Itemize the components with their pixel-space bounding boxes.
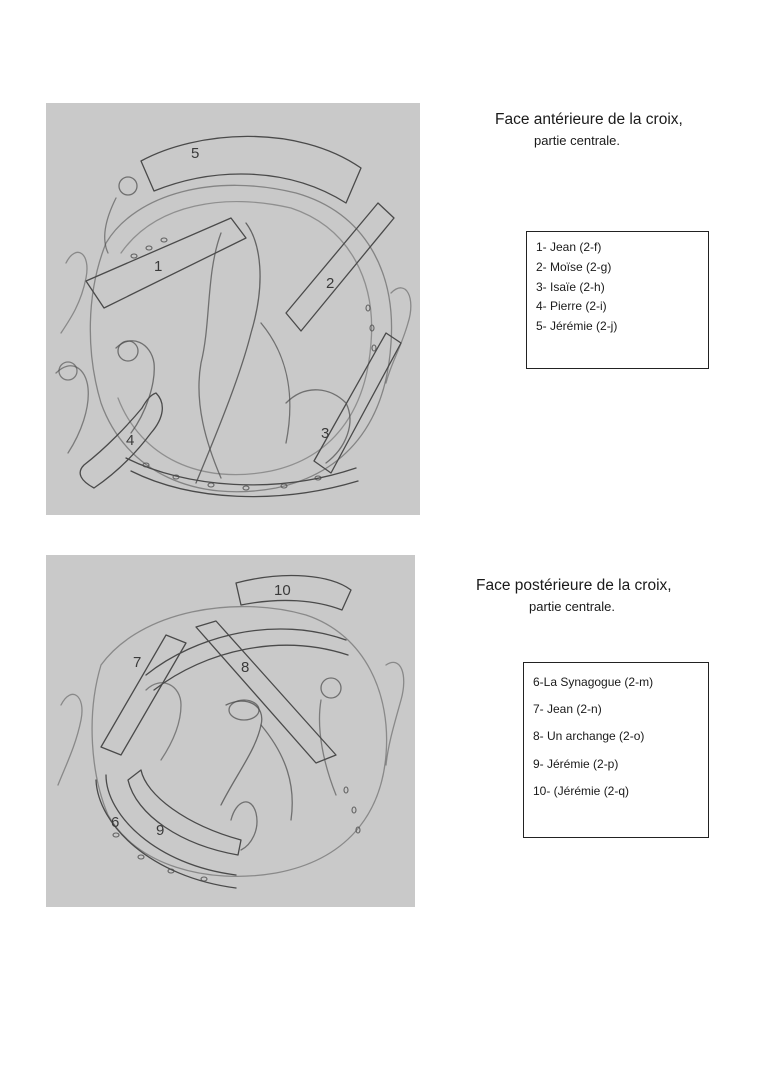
back-caption [476,577,672,614]
scroll-2 [286,203,394,331]
scroll-9 [128,770,241,855]
scroll-8 [196,621,336,763]
legend-item: 1- Jean (2-f) [536,240,602,254]
front-face-sketch [46,103,420,515]
legend-item: 5- Jérémie (2-j) [536,319,618,334]
sketch-label-9: 9 [156,822,165,839]
back-face-drawing [46,555,415,907]
back-face-sketch [46,555,415,907]
legend-item: 3- Isaïe (2-h) [536,279,605,294]
front-title: Face antérieure de la croix, [495,111,683,128]
sketch-label-6: 6 [111,814,120,831]
sketch-label-5: 5 [191,145,200,162]
front-caption [495,111,683,148]
scroll-5 [141,136,361,203]
front-subtitle: partie centrale. [534,133,620,148]
sketch-label-2: 2 [326,275,335,292]
sketch-label-3: 3 [321,425,330,442]
legend-item: 7- Jean (2-n) [533,702,602,717]
legend-item: 6-La Synagogue (2-m) [533,675,654,689]
front-legend-box [526,231,709,369]
sketch-label-1: 1 [154,258,163,275]
sketch-label-7: 7 [133,654,142,671]
back-subtitle: partie centrale. [529,599,615,614]
legend-item: 2- Moïse (2-g) [536,259,612,274]
back-legend-box [523,662,709,838]
legend-item: 9- Jérémie (2-p) [533,756,619,771]
sketch-label-10: 10 [274,582,291,599]
sketch-label-8: 8 [241,659,250,676]
scroll-10 [236,576,351,610]
sketch-label-4: 4 [126,432,135,449]
front-face-drawing [46,103,420,515]
legend-item: 10- (Jérémie (2-q) [533,783,630,798]
scroll-1 [86,218,246,308]
legend-item: 8- Un archange (2-o) [533,729,645,744]
back-title: Face postérieure de la croix, [476,577,672,594]
legend-item: 4- Pierre (2-i) [536,299,607,314]
